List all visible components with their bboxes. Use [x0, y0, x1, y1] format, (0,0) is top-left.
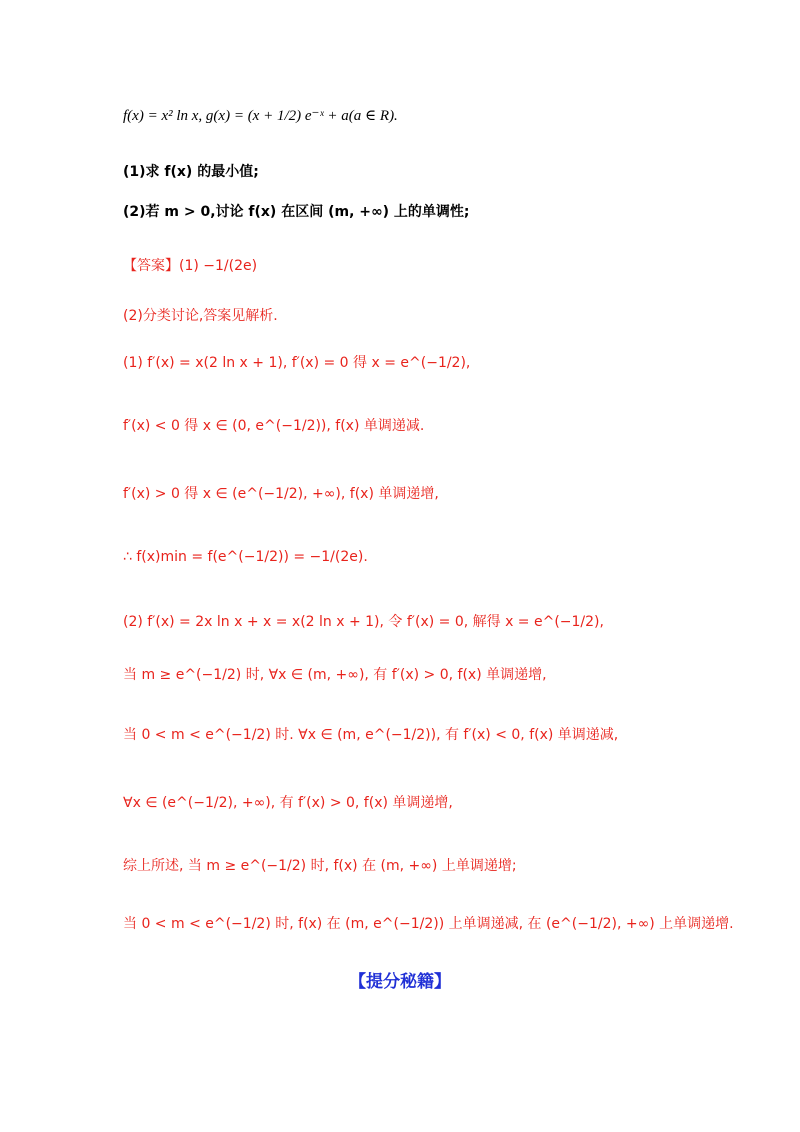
solution2-line-5: 综上所述, 当 m ≥ e^(−1/2) 时, f(x) 在 (m, +∞) 上单调递增; [123, 858, 517, 874]
solution2-line-2: 当 m ≥ e^(−1/2) 时, ∀x ∈ (m, +∞), 有 f′(x) > 0, f(x) 单调递增, [123, 667, 547, 683]
question-2: (2)若 m > 0,讨论 f(x) 在区间 (m, +∞) 上的单调性; [123, 204, 470, 220]
section-heading: 【提分秘籍】 [349, 972, 451, 992]
solution1-line-1: (1) f′(x) = x(2 ln x + 1), f′(x) = 0 得 x = e^(−1/2), [123, 355, 471, 371]
solution1-line-4: ∴ f(x)min = f(e^(−1/2)) = −1/(2e). [123, 549, 368, 565]
answer-part-2: (2)分类讨论,答案见解析. [123, 308, 278, 324]
answer-part-1: 【答案】(1) −1/(2e) [123, 258, 258, 274]
solution1-line-3: f′(x) > 0 得 x ∈ (e^(−1/2), +∞), f(x) 单调递增, [123, 486, 439, 502]
solution2-line-3: 当 0 < m < e^(−1/2) 时. ∀x ∈ (m, e^(−1/2)), 有 f′(x) < 0, f(x) 单调递减, [123, 727, 619, 743]
solution1-line-2: f′(x) < 0 得 x ∈ (0, e^(−1/2)), f(x) 单调递减. [123, 418, 425, 434]
solution2-line-6: 当 0 < m < e^(−1/2) 时, f(x) 在 (m, e^(−1/2)) 上单调递减, 在 (e^(−1/2), +∞) 上单调递增. [123, 916, 734, 932]
given-functions: f(x) = x² ln x, g(x) = (x + 1/2) e⁻ˣ + a(a ∈ R). [123, 108, 398, 124]
solution2-line-1: (2) f′(x) = 2x ln x + x = x(2 ln x + 1), 令 f′(x) = 0, 解得 x = e^(−1/2), [123, 614, 604, 630]
solution2-line-4: ∀x ∈ (e^(−1/2), +∞), 有 f′(x) > 0, f(x) 单调递增, [123, 795, 453, 811]
question-1: (1)求 f(x) 的最小值; [123, 164, 259, 180]
